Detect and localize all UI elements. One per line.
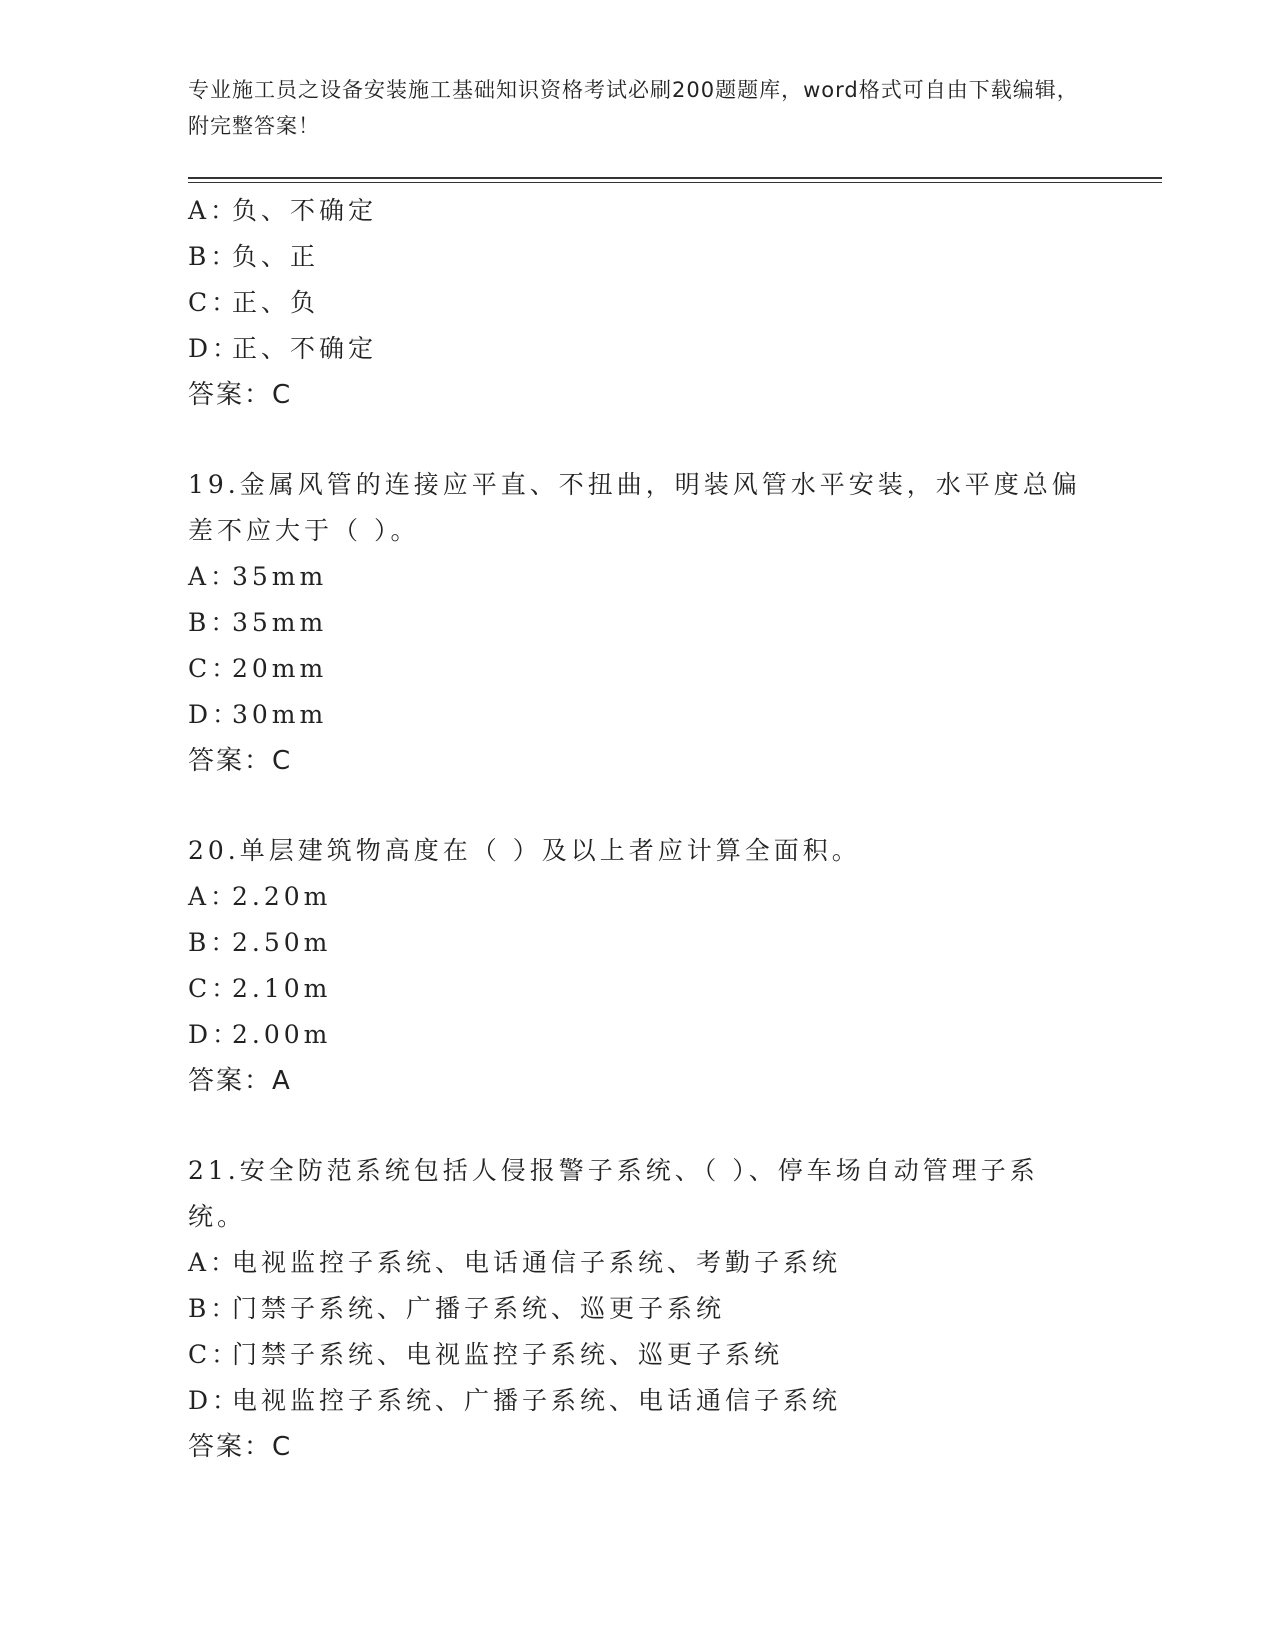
option-c xyxy=(188,966,1088,1012)
option-d xyxy=(188,1378,1088,1424)
option-text: 20mm xyxy=(232,654,328,683)
option-text: 负、正 xyxy=(232,242,320,271)
option-b xyxy=(188,234,1088,280)
spacer xyxy=(188,1104,1088,1148)
answer-line: 答案：A xyxy=(188,1066,292,1096)
option-d xyxy=(188,1012,1088,1058)
question-stem: 19.金属风管的连接应平直、不扭曲，明装风管水平安装，水平度总偏差不应大于（ ）。 xyxy=(188,470,1081,545)
question-block-19 xyxy=(188,462,1088,784)
option-key: B： xyxy=(188,242,240,271)
option-c xyxy=(188,646,1088,692)
option-text: 30mm xyxy=(232,700,328,729)
option-text: 2.00m xyxy=(232,1020,332,1049)
option-text: 2.20m xyxy=(232,882,332,911)
option-c xyxy=(188,1332,1088,1378)
option-key: A： xyxy=(188,562,240,591)
option-key: B： xyxy=(188,608,240,637)
spacer xyxy=(188,418,1088,462)
option-key: B： xyxy=(188,928,240,957)
option-a xyxy=(188,1240,1088,1286)
option-text: 35mm xyxy=(232,608,328,637)
option-key: D： xyxy=(188,1020,242,1049)
option-text: 门禁子系统、广播子系统、巡更子系统 xyxy=(232,1294,726,1323)
option-a xyxy=(188,188,1088,234)
question-stem: 21.安全防范系统包括人侵报警子系统、（ ）、停车场自动管理子系统。 xyxy=(188,1156,1039,1231)
option-text: 电视监控子系统、电话通信子系统、考勤子系统 xyxy=(232,1248,842,1277)
answer-line: 答案：C xyxy=(188,1432,293,1462)
option-key: C： xyxy=(188,974,241,1003)
option-text: 2.10m xyxy=(232,974,332,1003)
option-key: C： xyxy=(188,1340,241,1369)
header-divider xyxy=(188,177,1162,183)
option-text: 门禁子系统、电视监控子系统、巡更子系统 xyxy=(232,1340,784,1369)
document-header: 专业施工员之设备安装施工基础知识资格考试必刷200题题库，word格式可自由下载编辑，附完整答案！ xyxy=(188,78,1079,138)
option-text: 正、负 xyxy=(232,288,320,317)
option-key: B： xyxy=(188,1294,240,1323)
answer-line: 答案：C xyxy=(188,380,293,410)
option-key: D： xyxy=(188,334,242,363)
question-block-20 xyxy=(188,828,1088,1104)
option-b xyxy=(188,920,1088,966)
option-b xyxy=(188,1286,1088,1332)
spacer xyxy=(188,784,1088,828)
option-key: A： xyxy=(188,196,240,225)
option-key: A： xyxy=(188,1248,240,1277)
option-key: D： xyxy=(188,700,242,729)
answer-line: 答案：C xyxy=(188,746,293,776)
option-d xyxy=(188,692,1088,738)
option-a xyxy=(188,874,1088,920)
option-key: A： xyxy=(188,882,240,911)
question-stem: 20.单层建筑物高度在（ ）及以上者应计算全面积。 xyxy=(188,836,861,865)
option-text: 2.50m xyxy=(232,928,332,957)
option-c xyxy=(188,280,1088,326)
option-text: 35mm xyxy=(232,562,328,591)
option-d xyxy=(188,326,1088,372)
option-text: 电视监控子系统、广播子系统、电话通信子系统 xyxy=(232,1386,842,1415)
option-key: C： xyxy=(188,654,241,683)
question-block-prev xyxy=(188,188,1088,418)
question-block-21 xyxy=(188,1148,1088,1470)
option-key: D： xyxy=(188,1386,242,1415)
option-text: 负、不确定 xyxy=(232,196,378,225)
question-content xyxy=(188,188,1088,1470)
option-text: 正、不确定 xyxy=(232,334,378,363)
option-b xyxy=(188,600,1088,646)
option-key: C： xyxy=(188,288,241,317)
option-a xyxy=(188,554,1088,600)
